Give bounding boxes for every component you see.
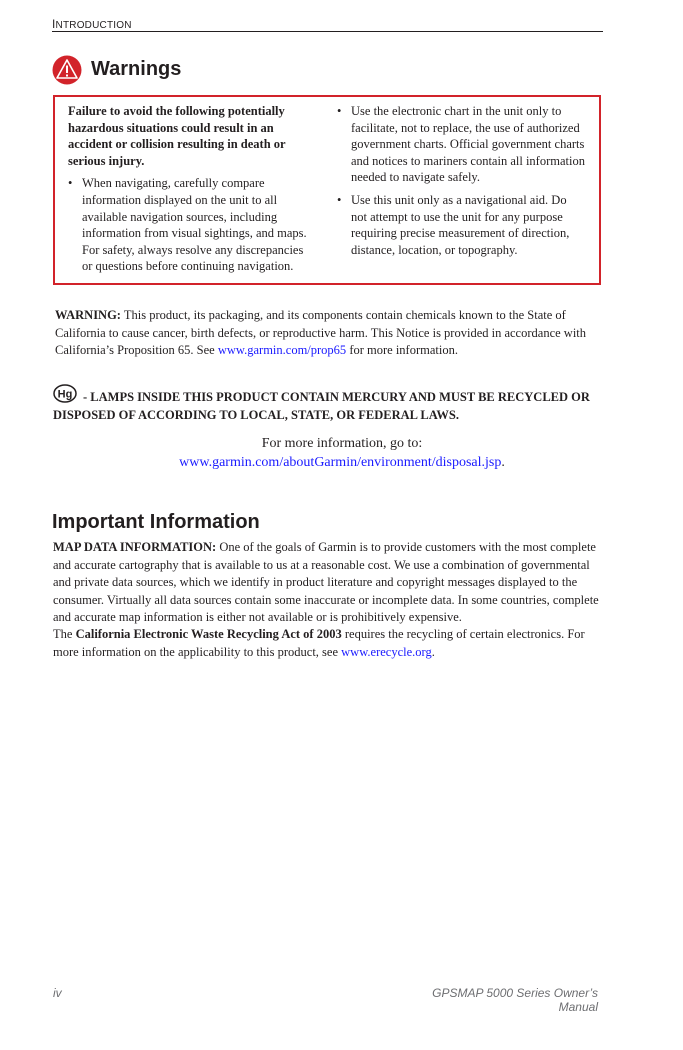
section-header-initial: I bbox=[52, 17, 56, 31]
warning-list-right bbox=[337, 103, 585, 258]
warning-lead: Failure to avoid the following potentially hazardous situations could result in an accident or collision resulting in death or serious injury. bbox=[68, 104, 286, 168]
ewaste-suffix: . bbox=[431, 644, 435, 659]
prop65-label: WARNING: bbox=[55, 308, 121, 322]
warning-item: • When navigating, carefully compare information displayed on the unit to all available navigation sources, including information from visual sightings, and maps. For safety, always resolve any discrepancies or questions before continuing navigation. bbox=[68, 175, 314, 275]
prop65-notice bbox=[55, 307, 595, 360]
warning-list-left bbox=[68, 175, 314, 275]
warning-column-right bbox=[337, 103, 585, 264]
page-number: iv bbox=[53, 986, 62, 1000]
ewaste-text: requires the recycling of certain electronics. For more information on the applicability to this product, see bbox=[53, 627, 585, 659]
header-rule bbox=[52, 31, 603, 32]
disposal-link-suffix: . bbox=[501, 455, 505, 470]
warning-item: • Use the electronic chart in the unit only to facilitate, not to replace, the use of authorized government charts. Official government charts and notices to mariners contain all information needed to navigate safely. bbox=[337, 103, 585, 186]
section-header bbox=[52, 17, 132, 31]
prop65-text: This product, its packaging, and its components contain chemicals known to the State of California to cause cancer, birth defects, or reproductive harm. This Notice is provided in accordance with California’s Proposition 65. See bbox=[55, 308, 587, 357]
manual-title: GPSMAP 5000 Series Owner’s Manual bbox=[432, 986, 598, 1014]
prop65-after: for more information. bbox=[349, 343, 458, 357]
mercury-hg-icon bbox=[53, 384, 77, 403]
disposal-link[interactable]: www.garmin.com/aboutGarmin/environment/disposal.jsp bbox=[179, 455, 502, 470]
warning-item: • Use this unit only as a navigational aid. Do not attempt to use the unit for any purpose requiring precise measurement of direction, distance, location, or topography. bbox=[337, 192, 585, 258]
ewaste-act-name: California Electronic Waste Recycling Act of 2003 bbox=[75, 627, 342, 641]
warning-triangle-icon bbox=[52, 55, 82, 85]
map-data-text: One of the goals of Garmin is to provide customers with the most complete and accurate cartography that is available to us at a reasonable cost. We use a combination of governmental and private data sources, which we identify in product literature and copyright messages displayed to the consumer. Virtually all data sources contain some inaccurate or incomplete data. In some countries, complete and accurate map information is either not available or is prohibitively expensive. bbox=[53, 540, 599, 624]
erecycle-link[interactable]: www.erecycle.org bbox=[341, 644, 432, 659]
prop65-link[interactable]: www.garmin.com/prop65 bbox=[217, 343, 347, 357]
disposal-link-line bbox=[52, 453, 632, 472]
important-info-title: Important Information bbox=[52, 511, 260, 533]
ewaste-paragraph bbox=[53, 626, 604, 661]
mercury-notice: - LAMPS INSIDE THIS PRODUCT CONTAIN MERCURY AND MUST BE RECYCLED OR DISPOSED OF ACCORDING TO LOCAL, STATE, OR FEDERAL LAWS. bbox=[53, 390, 590, 422]
mercury-hg-label: Hg bbox=[57, 388, 73, 401]
map-data-label: MAP DATA INFORMATION: bbox=[53, 540, 217, 554]
ewaste-pre: The bbox=[53, 627, 73, 641]
warning-column-left bbox=[68, 103, 314, 281]
warning-box bbox=[53, 95, 601, 285]
map-data-paragraph bbox=[53, 539, 604, 627]
disposal-info-text: For more information, go to: bbox=[261, 436, 423, 451]
warnings-title: Warnings bbox=[91, 58, 182, 80]
disposal-info bbox=[52, 434, 632, 472]
section-header-rest: NTRODUCTION bbox=[55, 20, 132, 31]
